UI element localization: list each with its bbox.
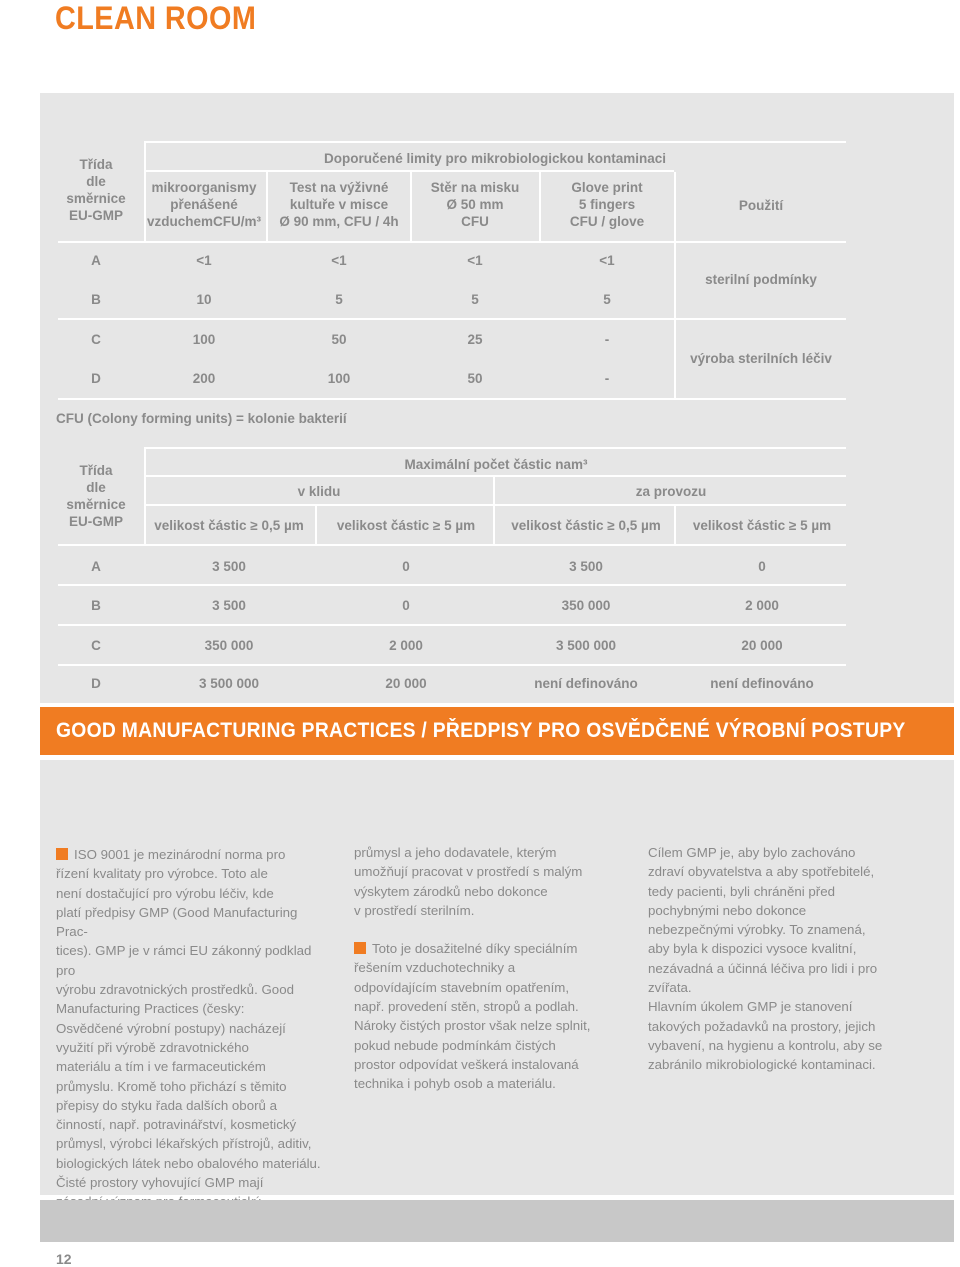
table-cell: 3 500 000 (555, 638, 617, 653)
divider (315, 506, 317, 544)
text-line: pochybnými nebo dokonce (648, 902, 807, 918)
text-line: nebezpečnými výrobky. To znamená, (648, 922, 866, 938)
col-header-line: kultuře v misce (289, 197, 389, 212)
table-cell: C (91, 332, 101, 347)
divider (493, 477, 495, 505)
divider (674, 506, 676, 544)
table-cell: 350 000 (561, 598, 611, 613)
col-header-settle (272, 179, 406, 230)
class-header-line: EU-GMP (69, 514, 123, 529)
footer-band (40, 1200, 954, 1242)
table-cell: 200 (192, 371, 216, 386)
divider (58, 584, 846, 586)
text-line: Hlavním úkolem GMP je stanovení (648, 999, 853, 1015)
col-header-line: 5 fingers (578, 197, 636, 212)
class-header-line: Třída (79, 463, 113, 478)
class-header (58, 156, 134, 224)
col-header-line: přenášené (170, 197, 238, 212)
table-cell: B (91, 598, 101, 613)
text-column-2 (354, 843, 624, 1094)
text-line: ISO 9001 je mezinárodní norma pro (74, 847, 286, 862)
text-line: aby byla k dispozici vysoce kvalitní, (648, 941, 857, 957)
text-line: Osvědčené výrobní postupy) nacházejí (56, 1020, 286, 1036)
use-production: výroba sterilních léčiv (690, 351, 832, 366)
text-line: průmysl a jeho dodavatele, kterým (354, 845, 557, 860)
text-line: Toto je dosažitelné díky speciálním (372, 941, 578, 957)
table-cell: 20 000 (385, 676, 427, 691)
table-cell: 3 500 (212, 598, 246, 613)
col-header-glove (544, 179, 670, 230)
text-line: materiálu a tím i ve farmaceutickém (56, 1059, 266, 1075)
text-line: řešením vzduchotechniky a (354, 960, 516, 976)
text-line: řízení kvalitaty pro výrobce. Toto ale (56, 866, 268, 882)
text-line: činností, např. potravinářství, kosmetický (56, 1117, 297, 1133)
table-cell: <1 (599, 253, 615, 268)
divider (410, 172, 412, 242)
table-cell: 20 000 (741, 638, 783, 653)
table-cell: C (91, 638, 101, 653)
table-cell: D (91, 371, 101, 386)
text-line: využití při výrobě zdravotnického (56, 1039, 249, 1055)
divider (266, 172, 268, 242)
class-header-line: dle (86, 174, 106, 189)
col-header-airborne (146, 179, 262, 230)
group-header: Doporučené limity pro mikrobiologickou kontaminaci (323, 151, 667, 166)
table-cell: <1 (196, 253, 212, 268)
paragraph-line (56, 845, 326, 864)
table-cell: - (604, 332, 610, 347)
table-cell: 100 (327, 371, 351, 386)
footnote: CFU (Colony forming units) = kolonie bakterií (56, 411, 347, 426)
table-cell: 5 (335, 292, 343, 307)
table-cell: 3 500 000 (198, 676, 260, 691)
text-line: výskytem zárodků nebo dokonce (354, 883, 548, 899)
text-line: Manufacturing Practices (česky: (56, 1001, 245, 1017)
col-header-line: mikroorganismy (151, 180, 257, 195)
divider (144, 447, 146, 544)
table-cell: 2 000 (745, 598, 779, 613)
class-header (58, 462, 134, 530)
use-header: Použití (738, 198, 784, 213)
table-cell: 5 (603, 292, 611, 307)
table-cell: 10 (196, 292, 212, 307)
divider (58, 664, 846, 666)
particle-col-header: velikost částic ≥ 5 µm (692, 518, 832, 533)
divider (144, 141, 146, 242)
col-header-line: vzduchemCFU/m³ (146, 214, 261, 229)
table-cell: <1 (331, 253, 347, 268)
table-cell: není definováno (710, 676, 814, 691)
table-cell: A (91, 559, 101, 574)
col-header-line: CFU (461, 214, 489, 229)
divider (146, 504, 846, 506)
rest-header: v klidu (297, 484, 341, 499)
table-cell: 50 (331, 332, 347, 347)
table-cell: D (91, 676, 101, 691)
divider (58, 624, 846, 626)
table-cell: 350 000 (204, 638, 254, 653)
table-cell: 25 (467, 332, 483, 347)
table-cell: 0 (402, 559, 410, 574)
text-line: zabránilo mikrobiologické kontaminaci. (648, 1057, 876, 1073)
text-line: není dostačující pro výrobu léčiv, kde (56, 885, 274, 901)
particle-col-header: velikost částic ≥ 0,5 µm (154, 518, 304, 533)
divider (58, 241, 846, 243)
col-header-line: CFU / glove (569, 214, 645, 229)
text-line: zvířata. (648, 980, 692, 996)
col-header-contact (415, 179, 535, 230)
table-cell: není definováno (534, 676, 638, 691)
operation-header: za provozu (635, 484, 707, 499)
table-cell: 0 (758, 559, 766, 574)
text-line: výrobu zdravotnických prostředků. Good (56, 982, 294, 998)
text-line: odpovídajícím stavebním opatřením, (354, 979, 570, 995)
text-line: biologických látek nebo obalového materiálu. (56, 1155, 321, 1171)
class-header-line: dle (86, 480, 106, 495)
paragraph-line (354, 939, 624, 958)
col-header-line: Stěr na misku (430, 180, 520, 195)
class-header-line: EU-GMP (69, 208, 123, 223)
table-cell: B (91, 292, 101, 307)
text-line: nezávadná a účinná léčiva pro lidi i pro (648, 960, 878, 976)
class-header-line: směrnice (66, 191, 126, 206)
text-line: přepisy do styku řada dalších oborů a (56, 1097, 278, 1113)
text-column-1 (56, 845, 326, 1212)
text-line: Čisté prostory vyhovující GMP mají (56, 1175, 264, 1191)
text-column-3 (648, 843, 928, 1075)
text-line: platí předpisy GMP (Good Manufacturing Prac- (56, 904, 298, 940)
table-cell: 3 500 (569, 559, 603, 574)
divider (493, 506, 495, 544)
bullet-square-icon (354, 942, 366, 954)
text-line: např. provedení stěn, stropů a podlah. (354, 999, 579, 1015)
divider (676, 318, 846, 320)
text-line: technika i pohyb osob a materiálu. (354, 1076, 556, 1092)
divider (146, 141, 846, 143)
particle-col-header: velikost částic ≥ 5 µm (336, 518, 476, 533)
use-sterile: sterilní podmínky (705, 272, 817, 287)
class-header-line: směrnice (66, 497, 126, 512)
table-cell: - (604, 371, 610, 386)
text-line: v prostředí sterilním. (354, 902, 475, 918)
divider (539, 172, 541, 242)
col-header-line: Ø 90 mm, CFU / 4h (279, 214, 399, 229)
text-line: pokud nebude podmínkám čistých (354, 1037, 556, 1053)
divider (146, 475, 846, 477)
col-header-line: Ø 50 mm (446, 197, 504, 212)
text-line: Cílem GMP je, aby bylo zachováno (648, 845, 856, 860)
table-cell: <1 (467, 253, 483, 268)
table-cell: 100 (192, 332, 216, 347)
table-cell: 2 000 (389, 638, 423, 653)
text-line: prostor odpovídat veškerá instalovaná (354, 1056, 579, 1072)
class-header-line: Třída (79, 157, 113, 172)
bullet-square-icon (56, 848, 68, 860)
text-line: Nároky čistých prostor však nelze splnit, (354, 1018, 591, 1034)
divider (58, 318, 676, 320)
particle-col-header: velikost částic ≥ 0,5 µm (511, 518, 661, 533)
gmp-heading-bar (40, 707, 954, 755)
col-header-line: Test na výživné (289, 180, 389, 195)
table-cell: A (91, 253, 101, 268)
divider (146, 447, 846, 449)
text-line: zdraví obyvatelstva a aby spotřebitelé, (648, 864, 875, 880)
gmp-heading: GOOD MANUFACTURING PRACTICES / PŘEDPISY PRO OSVĚDČENÉ VÝROBNÍ POSTUPY (56, 719, 906, 742)
col-header-line: Glove print (571, 180, 643, 195)
text-line: takových požadavků na prostory, jejich (648, 1018, 876, 1034)
text-line: umožňují pracovat v prostředí s malým (354, 864, 583, 880)
group-header: Maximální počet částic nam³ (404, 457, 588, 472)
text-line: vybavení, na hygienu a kontrolu, aby se (648, 1037, 883, 1053)
page-number: 12 (56, 1251, 72, 1267)
text-line: tedy pacienti, byli chráněni před (648, 883, 836, 899)
divider (58, 544, 846, 546)
divider (58, 398, 846, 400)
page-title: CLEAN ROOM (55, 0, 257, 36)
table-cell: 5 (471, 292, 479, 307)
text-line: tices). GMP je v rámci EU zákonný podklad pro (56, 943, 312, 978)
table-cell: 0 (402, 598, 410, 613)
text-line: průmyslu. Kromě toho přichází s těmito (56, 1078, 287, 1094)
table-cell: 50 (467, 371, 483, 386)
table-cell: 3 500 (212, 559, 246, 574)
text-line: průmysl, výrobci lékařských přístrojů, aditiv, (56, 1136, 312, 1152)
